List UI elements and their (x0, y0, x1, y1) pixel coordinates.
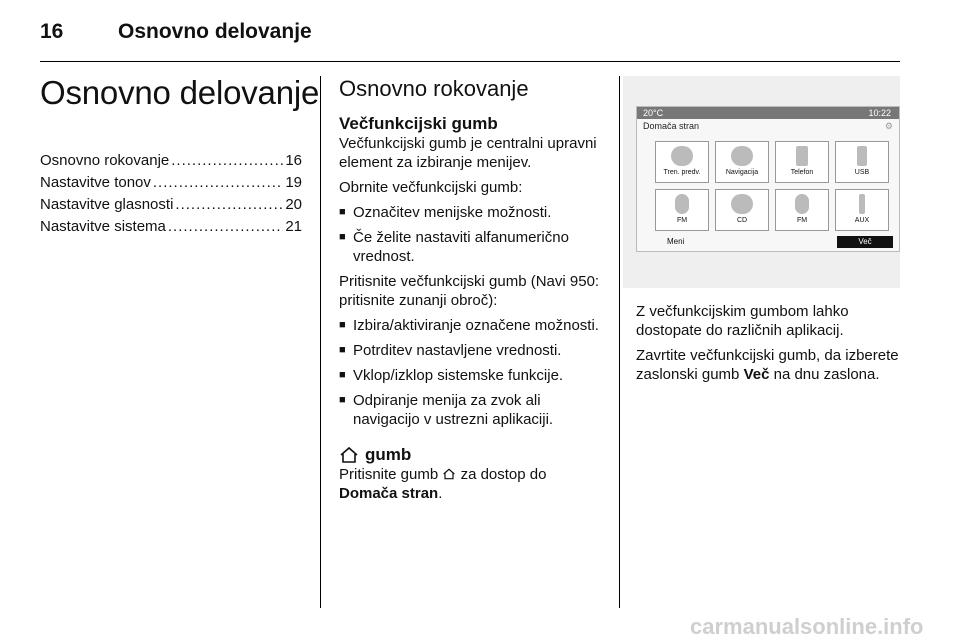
screen-bottom-bar: Meni Več (637, 235, 899, 249)
table-of-contents (40, 150, 302, 238)
status-icons: ⚙ (884, 121, 893, 131)
bullet-item: ■ Izbira/aktiviranje označene možnosti. (339, 316, 607, 335)
screen-tile: FM (775, 189, 829, 231)
toc-entry[interactable]: Nastavitve tonov ..... 19 (40, 172, 302, 194)
screen-tile: FM (655, 189, 709, 231)
radio-icon (795, 194, 809, 214)
paragraph: Z večfunkcijskim gumbom lahko dostopate do različnih aplikacij. (636, 303, 849, 339)
right-column (636, 302, 902, 390)
home-icon (339, 446, 359, 464)
media-icon (671, 146, 693, 166)
bullet-item: ■ Vklop/izklop sistemske funkcije. (339, 366, 607, 385)
screen-tile: Telefon (775, 141, 829, 183)
infotainment-screen-illustration (636, 106, 900, 252)
page-number: 16 (40, 20, 64, 43)
running-header-title: Osnovno delovanje (118, 20, 312, 43)
header-rule (40, 61, 900, 62)
toc-entry[interactable]: Osnovno rokovanje ..... 16 (40, 150, 302, 172)
bullet-item: ■ Označitev menijske možnosti. (339, 203, 607, 222)
phone-icon (796, 146, 808, 166)
paragraph: Pritisnite gumb za dostop do Domača stran. (339, 466, 547, 502)
usb-icon (857, 146, 867, 166)
radio-icon (675, 194, 689, 214)
screen-tile: CD (715, 189, 769, 231)
screen-tile: USB (835, 141, 889, 183)
screen-tile: Tren. predv. (655, 141, 709, 183)
bullet-item: ■ Če želite nastaviti alfanumerično vrednost. (339, 228, 607, 266)
screen-tile: AUX (835, 189, 889, 231)
navigation-icon (731, 146, 753, 166)
bullet-item: ■ Odpiranje menija za zvok ali navigacijo v ustrezni aplikaciji. (339, 391, 607, 429)
home-icon (442, 468, 456, 480)
subsection-title: Večfunkcijski gumb (339, 114, 498, 133)
toc-entry[interactable]: Nastavitve glasnosti ..... 20 (40, 194, 302, 216)
screen-tile: Navigacija (715, 141, 769, 183)
screen-status-bar: 20°C 10:22 (637, 107, 899, 119)
more-button: Več (837, 236, 893, 248)
chapter-title: Osnovno delovanje (40, 74, 320, 111)
bullet-item: ■ Potrditev nastavljene vrednosti. (339, 341, 607, 360)
paragraph: Zavrtite večfunkcijski gumb, da izberete zaslonski gumb Več na dnu zaslona. (636, 347, 899, 383)
watermark: carmanualsonline.info (690, 614, 924, 639)
main-column (339, 76, 607, 509)
subsection-title: gumb (339, 445, 607, 465)
column-divider-2 (619, 76, 620, 608)
column-divider-1 (320, 76, 321, 608)
screen-home-label-bar: Domača stran ⚙ (643, 121, 893, 131)
aux-icon (859, 194, 865, 214)
paragraph: Obrnite večfunkcijski gumb: (339, 179, 523, 196)
cd-icon (731, 194, 753, 214)
section-title: Osnovno rokovanje (339, 76, 529, 101)
toc-entry[interactable]: Nastavitve sistema ..... 21 (40, 216, 302, 238)
paragraph: Pritisnite večfunkcijski gumb (Navi 950: pritisnite zunanji obroč): (339, 273, 600, 309)
paragraph: Večfunkcijski gumb je centralni upravni element za izbiranje menijev. (339, 135, 597, 171)
